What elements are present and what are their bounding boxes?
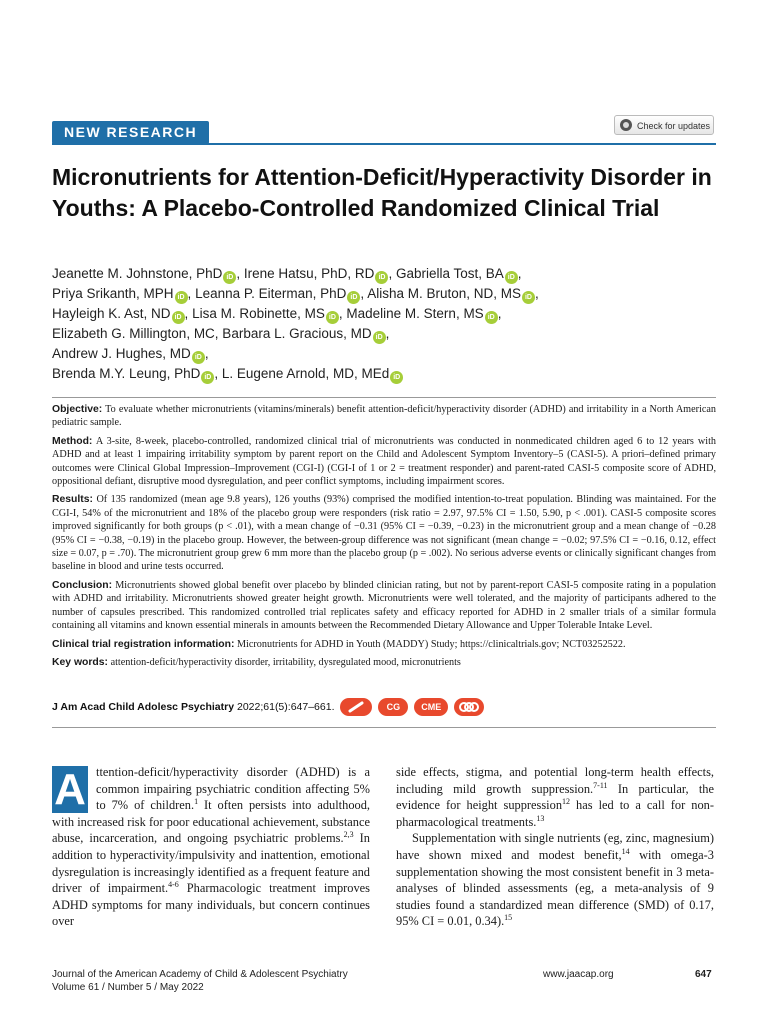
author-separator: , xyxy=(534,286,539,301)
author-list xyxy=(52,264,732,384)
orcid-icon[interactable]: iD xyxy=(347,291,360,304)
intro-paragraph xyxy=(52,764,370,930)
author-name: Gabriella Tost, BA xyxy=(395,266,504,281)
right-text-3: has led to a call for non-pharmacological treatments. xyxy=(396,798,714,829)
crossmark-icon xyxy=(620,119,632,131)
abstract-method xyxy=(52,435,716,489)
author-name: Leanna P. Eiterman, PhD xyxy=(195,286,347,301)
author-name: Andrew J. Hughes, MD xyxy=(52,346,191,361)
author-name: Alisha M. Bruton, ND, MS xyxy=(367,286,521,301)
intro-text-4: Pharmacologic treatment improves ADHD symptoms for many individuals, but concern continues over xyxy=(52,881,370,929)
slash-icon[interactable] xyxy=(340,698,372,716)
results-label: Results: xyxy=(52,494,93,506)
trial-registration xyxy=(52,638,716,651)
orcid-icon[interactable]: iD xyxy=(192,351,205,364)
orcid-icon[interactable]: iD xyxy=(223,271,236,284)
orcid-icon[interactable]: iD xyxy=(172,311,185,324)
author-name: Brenda M.Y. Leung, PhD xyxy=(52,366,201,381)
intro-text-3: In addition to hyperactivity/impulsivity and inattention, emotional dysregulation is increasingly identified as a frequent feature and driver of impairment. xyxy=(52,831,371,896)
body-column-left xyxy=(52,764,370,930)
citation-journal: J Am Acad Child Adolesc Psychiatry xyxy=(52,700,235,713)
author-name: Elizabeth G. Millington, MC, Barbara L. Gracious, MD xyxy=(52,326,372,341)
results-text: Of 135 randomized (mean age 9.8 years), 126 youths (93%) comprised the modified intention-to-treat population. Blinding was maintained. For the CGI-I, 54% of the micronutrient and 18% of the placebo group were responders (risk ratio = 2.97, 97.5% CI = 1.50, 5.90, p < .001). CASI-5 composite scores improved significantly for both groups (p < .01), with a mean change of −0.31 (95% CI = −0.39, −0.23) in the micronutrient group and a mean change of −0.28 (95% CI = −0.38, −0.19) in the placebo group. However, the between-group difference was not significant (mean change = −0.02; 97.5% CI = −0.16, 0.12, effect size = 0.07, p = .70). The micronutrient group grew 6 mm more than the placebo group (p = .002). No serious adverse events or clinically significant changes from baseline in blood and urine tests occurred. xyxy=(52,494,717,573)
orcid-icon[interactable]: iD xyxy=(201,371,214,384)
key-words xyxy=(52,656,716,669)
orcid-icon[interactable]: iD xyxy=(522,291,535,304)
ref-sup[interactable]: 14 xyxy=(621,846,630,856)
abstract xyxy=(52,403,716,674)
objective-text: To evaluate whether micronutrients (vitamins/minerals) benefit attention-deficit/hyperactivity disorder (ADHD) and irritability in a North American pediatric sample. xyxy=(52,404,716,429)
author-separator: , xyxy=(388,266,396,281)
check-updates-button[interactable] xyxy=(614,115,714,135)
ref-sup[interactable]: 1 xyxy=(194,797,199,807)
registration-text: Micronutrients for ADHD in Youth (MADDY) Study; https://clinicaltrials.gov; NCT03252522. xyxy=(236,638,626,650)
ref-sup[interactable]: 13 xyxy=(536,813,545,823)
footer-issue: Volume 61 / Number 5 / May 2022 xyxy=(52,982,204,993)
author-separator: , xyxy=(338,306,347,321)
orcid-icon[interactable]: iD xyxy=(505,271,518,284)
ref-sup[interactable]: 7-11 xyxy=(593,780,608,790)
author-name: Irene Hatsu, PhD, RD xyxy=(243,266,375,281)
right-text-5: with omega-3 supplementation showing the most consistent benefit in 3 meta-analyses of blinded assessments (eg, a meta-analysis of 9 studies found a standardized mean difference (SMD) of 0.17, 95% CI = 0.01, 0.34). xyxy=(396,847,715,929)
citation-ref: 2022;61(5):647–661. xyxy=(236,700,335,713)
abstract-conclusion xyxy=(52,579,716,633)
orcid-icon[interactable]: iD xyxy=(375,271,388,284)
section-rule xyxy=(52,143,716,145)
author-separator: , xyxy=(187,286,196,301)
author-separator: , xyxy=(204,346,209,361)
right-text-4: Supplementation with single nutrients (eg, zinc, magnesium) have shown mixed and modest benefit, xyxy=(396,831,714,862)
abstract-objective xyxy=(52,403,716,430)
conclusion-label: Conclusion: xyxy=(52,579,113,591)
right-paragraph-1 xyxy=(396,764,714,830)
abstract-results xyxy=(52,493,716,573)
footer-website-link[interactable]: www.jaacap.org xyxy=(543,969,614,980)
intro-text-1: ttention-deficit/hyperactivity disorder (ADHD) is a common impairing psychiatric condition affecting 5% to 7% of children. xyxy=(96,765,370,813)
ref-sup[interactable]: 12 xyxy=(562,797,571,807)
objective-label: Objective: xyxy=(52,404,103,415)
keywords-text: attention-deficit/hyperactivity disorder, irritability, dysregulated mood, micronutrients xyxy=(110,656,461,668)
body-column-right xyxy=(396,764,714,930)
method-label: Method: xyxy=(52,435,93,447)
page-number: 647 xyxy=(695,969,712,980)
author-separator: , xyxy=(236,266,244,281)
author-separator: , xyxy=(184,306,193,321)
author-separator: , xyxy=(385,326,390,341)
rings-icon[interactable] xyxy=(454,698,484,716)
intro-text-2: It often persists into adulthood, with increased risk for poor educational achievement, substance abuse, incarceration, and ongoing psychiatric problems. xyxy=(52,798,370,846)
author-name: L. Eugene Arnold, MD, MEd xyxy=(221,366,390,381)
conclusion-text: Micronutrients showed global benefit over placebo by blinded clinician rating, but not by parent-report CASI-5 composite rating in a population with ADHD and irritability. Micronutrients showed greater height growth. Micronutrients were well tolerated, and the majority of participants adhered to the number of capsules prescribed. This randomized controlled trial replicates safety and efficacy reported for ADHD in 2 smaller trials of a similar formula containing all vitamins and known essential minerals in amounts between the Recommended Dietary Allowance and Upper Tolerable Intake Level. xyxy=(52,579,717,632)
registration-label: Clinical trial registration information: xyxy=(52,638,235,650)
citation-line xyxy=(52,698,484,716)
cg-badge[interactable]: CG xyxy=(378,698,408,716)
abstract-bottom-rule xyxy=(52,727,716,728)
author-name: Priya Srikanth, MPH xyxy=(52,286,174,301)
orcid-icon[interactable]: iD xyxy=(485,311,498,324)
author-name: Jeanette M. Johnstone, PhD xyxy=(52,266,223,281)
footer-journal xyxy=(52,968,348,994)
orcid-icon[interactable]: iD xyxy=(175,291,188,304)
method-text: A 3-site, 8-week, placebo-controlled, randomized clinical trial of micronutrients was conducted in nonmedicated children aged 6 to 12 years with ADHD and at least 1 impairing irritability symptom by parent report on the Child and Adolescent Symptom Inventory–5 (CASI-5). A priori–defined primary outcomes were Clinical Global Impression–Improvement (CGI-I) (CGI-I of 1 or 2 = treatment responder) and parent-rated CASI-5 composite score of ADHD, oppositional defiant, disruptive mood dysregulation, and peer conflict symptoms, including impairment scores. xyxy=(52,435,716,488)
orcid-icon[interactable]: iD xyxy=(373,331,386,344)
ref-sup[interactable]: 15 xyxy=(504,913,513,923)
abstract-top-rule xyxy=(52,397,716,398)
author-separator: , xyxy=(517,266,522,281)
check-updates-label: Check for updates xyxy=(637,121,711,131)
keywords-label: Key words: xyxy=(52,656,109,668)
orcid-icon[interactable]: iD xyxy=(326,311,339,324)
author-name: Hayleigh K. Ast, ND xyxy=(52,306,171,321)
drop-cap: A xyxy=(52,766,88,813)
cme-badge[interactable]: CME xyxy=(414,698,448,716)
orcid-icon[interactable]: iD xyxy=(390,371,403,384)
right-paragraph-2 xyxy=(396,830,714,930)
author-separator: , xyxy=(214,366,222,381)
author-separator: , xyxy=(497,306,502,321)
author-name: Lisa M. Robinette, MS xyxy=(192,306,325,321)
author-name: Madeline M. Stern, MS xyxy=(346,306,484,321)
article-title: Micronutrients for Attention-Deficit/Hyperactivity Disorder in Youths: A Placebo-Controlled Randomized Clinical Trial xyxy=(52,164,712,221)
author-separator: , xyxy=(360,286,368,301)
right-text-1: side effects, stigma, and potential long-term health effects, including mild growth suppression. xyxy=(396,765,714,796)
ref-sup[interactable]: 4-6 xyxy=(168,880,179,890)
footer-journal-name: Journal of the American Academy of Child & Adolescent Psychiatry xyxy=(52,969,348,980)
right-text-2: In particular, the evidence for height suppression xyxy=(396,781,715,813)
section-badge: NEW RESEARCH xyxy=(52,121,209,144)
ref-sup[interactable]: 2,3 xyxy=(343,830,354,840)
